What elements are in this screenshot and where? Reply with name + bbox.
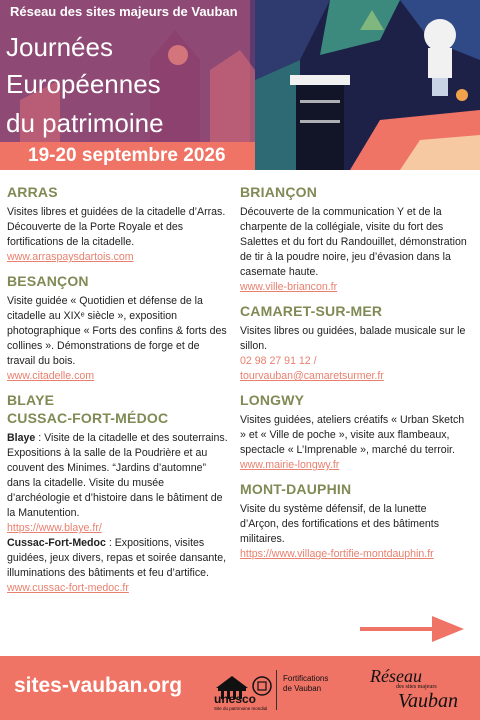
sub-site-text: : Expositions, visites guidées, jeux divers, repas et soirée dansante, illuminations des bâtiments et feu d’artifice. — [7, 537, 227, 579]
site-camaret — [240, 303, 468, 384]
site-link[interactable]: www.cussac-fort-medoc.fr — [7, 582, 129, 594]
site-blaye-cussac — [7, 392, 229, 596]
site-longwy — [240, 392, 468, 473]
site-description: Visites libres ou guidées, balade musicale sur le sillon. — [240, 325, 466, 352]
site-link[interactable]: https://www.village-fortifie-montdauphin.fr — [240, 548, 434, 560]
unesco-caption: Site du patrimoine mondial — [214, 706, 268, 711]
network-logo-bottom: Vauban — [398, 690, 458, 712]
left-column — [7, 184, 229, 604]
email-link[interactable]: tourvauban@camaretsurmer.fr — [240, 370, 384, 382]
site-description: Visites guidées, ateliers créatifs « Urban Sketch » et « Ville de poche », visite aux flambeaux, spectacle « L’Imprenable », marché du terroir. — [240, 414, 465, 456]
event-date: 19-20 septembre 2026 — [28, 145, 226, 166]
site-mont-dauphin — [240, 481, 468, 562]
network-logo-middle: des sites majeurs — [396, 684, 437, 690]
fortifications-line-1: Fortifications — [283, 674, 329, 683]
site-link[interactable]: https://www.blaye.fr/ — [7, 522, 102, 534]
event-title-line-3: du patrimoine — [6, 108, 164, 138]
header-banner — [0, 0, 480, 170]
site-link[interactable]: www.ville-briancon.fr — [240, 281, 338, 293]
fortifications-label — [283, 674, 343, 694]
site-title: CAMARET-SUR-MER — [240, 303, 383, 319]
site-description: Visite du système défensif, de la lunette d’Arçon, des fortifications et des bâtiments militaires. — [240, 503, 440, 545]
sub-site-label: Cussac-Fort-Medoc — [7, 537, 106, 549]
site-link[interactable]: www.citadelle.com — [7, 370, 95, 382]
site-description: Visite guidée « Quotidien et défense de la citadelle au XIXᵉ siècle », exposition photographique « Forts des confins & forts des collines ». Démonstrations de forge et de travail du bois. — [7, 295, 227, 367]
site-title: ARRAS — [7, 184, 58, 200]
site-title: LONGWY — [240, 392, 305, 408]
arrow-right-icon — [360, 614, 464, 644]
unesco-wordmark: unesco — [214, 692, 257, 706]
site-arras — [7, 184, 229, 265]
logo-divider — [276, 670, 277, 710]
site-title: BRIANÇON — [240, 184, 318, 200]
event-title-line-1: Journées — [6, 32, 113, 62]
site-description: Visites libres et guidées de la citadelle d’Arras. Découverte de la Porte Royale et des fortifications de la citadelle. — [7, 206, 226, 248]
site-link[interactable]: www.arraspaysdartois.com — [7, 251, 134, 263]
site-briancon — [240, 184, 468, 295]
site-title: BLAYE — [7, 392, 55, 408]
network-logo-top: Réseau — [370, 666, 422, 686]
sub-site-text: : Visite de la citadelle et des souterrains. Expositions à la salle de la Poudrière et au couvent des Minimes. “Jardins d’automne” dans la citadelle. Visite du musée d’archéologie et d’histoire dans le bâtiment de la Manutention. — [7, 432, 228, 519]
site-link[interactable]: www.mairie-longwy.fr — [240, 459, 340, 471]
site-description — [7, 536, 229, 581]
site-description — [7, 431, 229, 521]
right-column — [240, 184, 468, 570]
site-title: MONT-DAUPHIN — [240, 481, 352, 497]
site-description: Découverte de la communication Y et de la charpente de la collégiale, visite du fort des Salettes et du fort du Randouillet, démonstration de tir à la poudre noire, jeu d’évasion dans la casemate haute. — [240, 206, 467, 278]
site-title: BESANÇON — [7, 273, 89, 289]
site-besancon — [7, 273, 229, 384]
network-label: Réseau des sites majeurs de Vauban — [10, 4, 238, 19]
fortifications-line-2: de Vauban — [283, 684, 322, 693]
sub-site-label: Blaye — [7, 432, 36, 444]
site-title-secondary: CUSSAC-FORT-MÉDOC — [7, 410, 169, 426]
event-title-line-2: Européennes — [6, 69, 161, 99]
website-url[interactable]: sites-vauban.org — [14, 674, 183, 697]
phone-number[interactable]: 02 98 27 91 12 / — [240, 355, 317, 367]
